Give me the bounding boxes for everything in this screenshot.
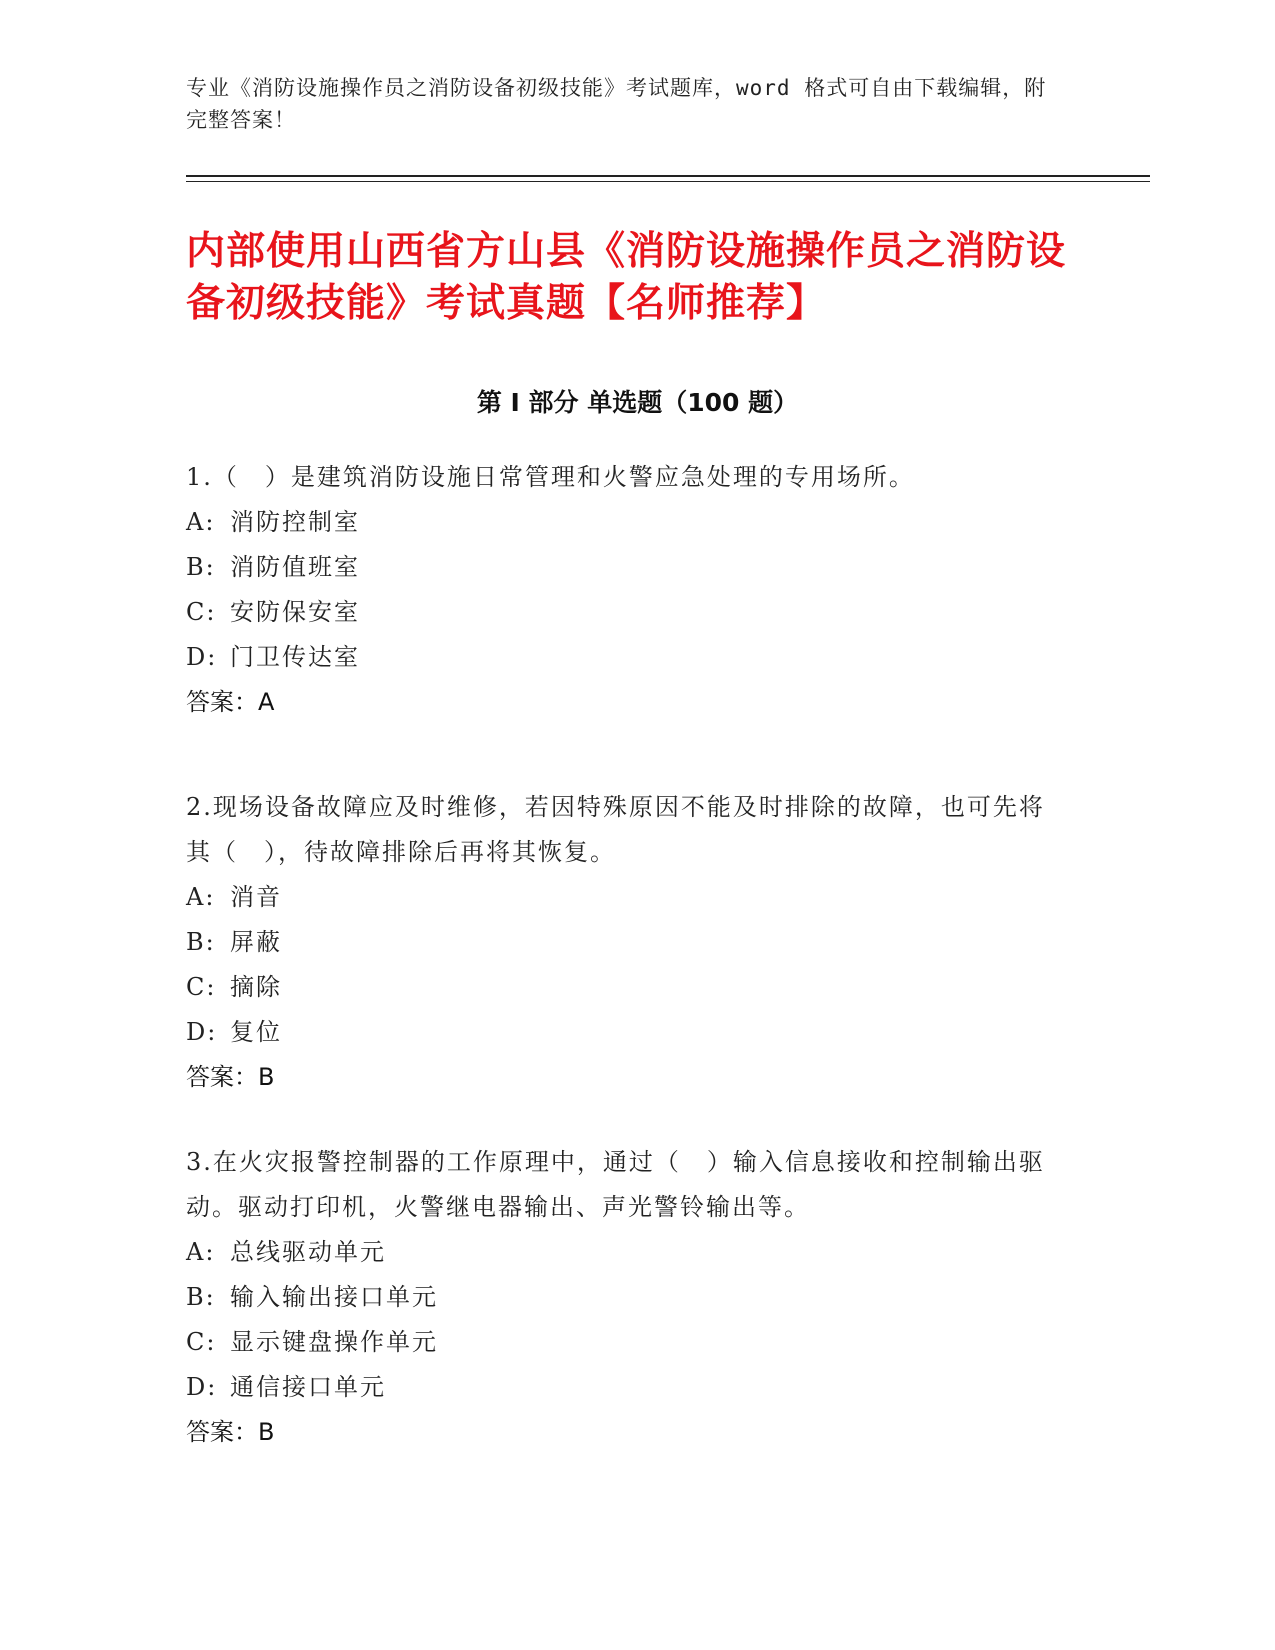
answer: 答案：B [186, 1418, 275, 1446]
option-letter: C: [186, 1328, 217, 1356]
question-stem: 1.（ ）是建筑消防设施日常管理和火警应急处理的专用场所。 [186, 463, 915, 491]
option-letter: C: [186, 973, 217, 1001]
option-a [186, 875, 1066, 920]
header-divider-thick [186, 175, 1150, 177]
option-c [186, 590, 1066, 635]
option-text: 消音 [230, 883, 282, 911]
option-letter: A: [186, 1238, 216, 1266]
option-letter: D: [186, 643, 218, 671]
option-letter: D: [186, 1018, 218, 1046]
option-text: 消防控制室 [230, 508, 360, 536]
option-d [186, 1010, 1066, 1055]
option-letter: C: [186, 598, 217, 626]
option-letter: B: [186, 1283, 216, 1311]
option-b [186, 920, 1066, 965]
option-c [186, 1320, 1066, 1365]
option-b [186, 1275, 1066, 1320]
option-text: 总线驱动单元 [230, 1238, 386, 1266]
option-letter: B: [186, 928, 216, 956]
header-divider-thin [186, 181, 1150, 182]
question-3 [186, 1140, 1066, 1455]
option-text: 显示键盘操作单元 [230, 1328, 438, 1356]
option-text: 安防保安室 [230, 598, 360, 626]
option-text: 消防值班室 [230, 553, 360, 581]
option-letter: A: [186, 508, 216, 536]
answer: 答案：B [186, 1063, 275, 1091]
option-d [186, 1365, 1066, 1410]
option-text: 通信接口单元 [230, 1373, 386, 1401]
answer: 答案：A [186, 688, 275, 716]
question-2 [186, 785, 1066, 1100]
header-note: 专业《消防设施操作员之消防设备初级技能》考试题库，word 格式可自由下载编辑，附完整答案！ [186, 76, 1047, 132]
option-text: 门卫传达室 [230, 643, 360, 671]
option-letter: D: [186, 1373, 218, 1401]
question-1 [186, 455, 1066, 725]
option-a [186, 1230, 1066, 1275]
section-heading: 第 I 部分 单选题（100 题） [476, 388, 799, 417]
document-title: 内部使用山西省方山县《消防设施操作员之消防设备初级技能》考试真题【名师推荐】 [186, 229, 1067, 326]
option-text: 屏蔽 [230, 928, 282, 956]
option-text: 复位 [230, 1018, 282, 1046]
option-letter: A: [186, 883, 216, 911]
option-text: 摘除 [230, 973, 282, 1001]
question-stem: 2.现场设备故障应及时维修，若因特殊原因不能及时排除的故障，也可先将其（ ），待故障排除后再将其恢复。 [186, 793, 1045, 866]
question-stem: 3.在火灾报警控制器的工作原理中，通过（ ）输入信息接收和控制输出驱动。驱动打印机，火警继电器输出、声光警铃输出等。 [186, 1148, 1045, 1221]
option-c [186, 965, 1066, 1010]
option-letter: B: [186, 553, 216, 581]
option-d [186, 635, 1066, 680]
option-a [186, 500, 1066, 545]
option-b [186, 545, 1066, 590]
option-text: 输入输出接口单元 [230, 1283, 438, 1311]
